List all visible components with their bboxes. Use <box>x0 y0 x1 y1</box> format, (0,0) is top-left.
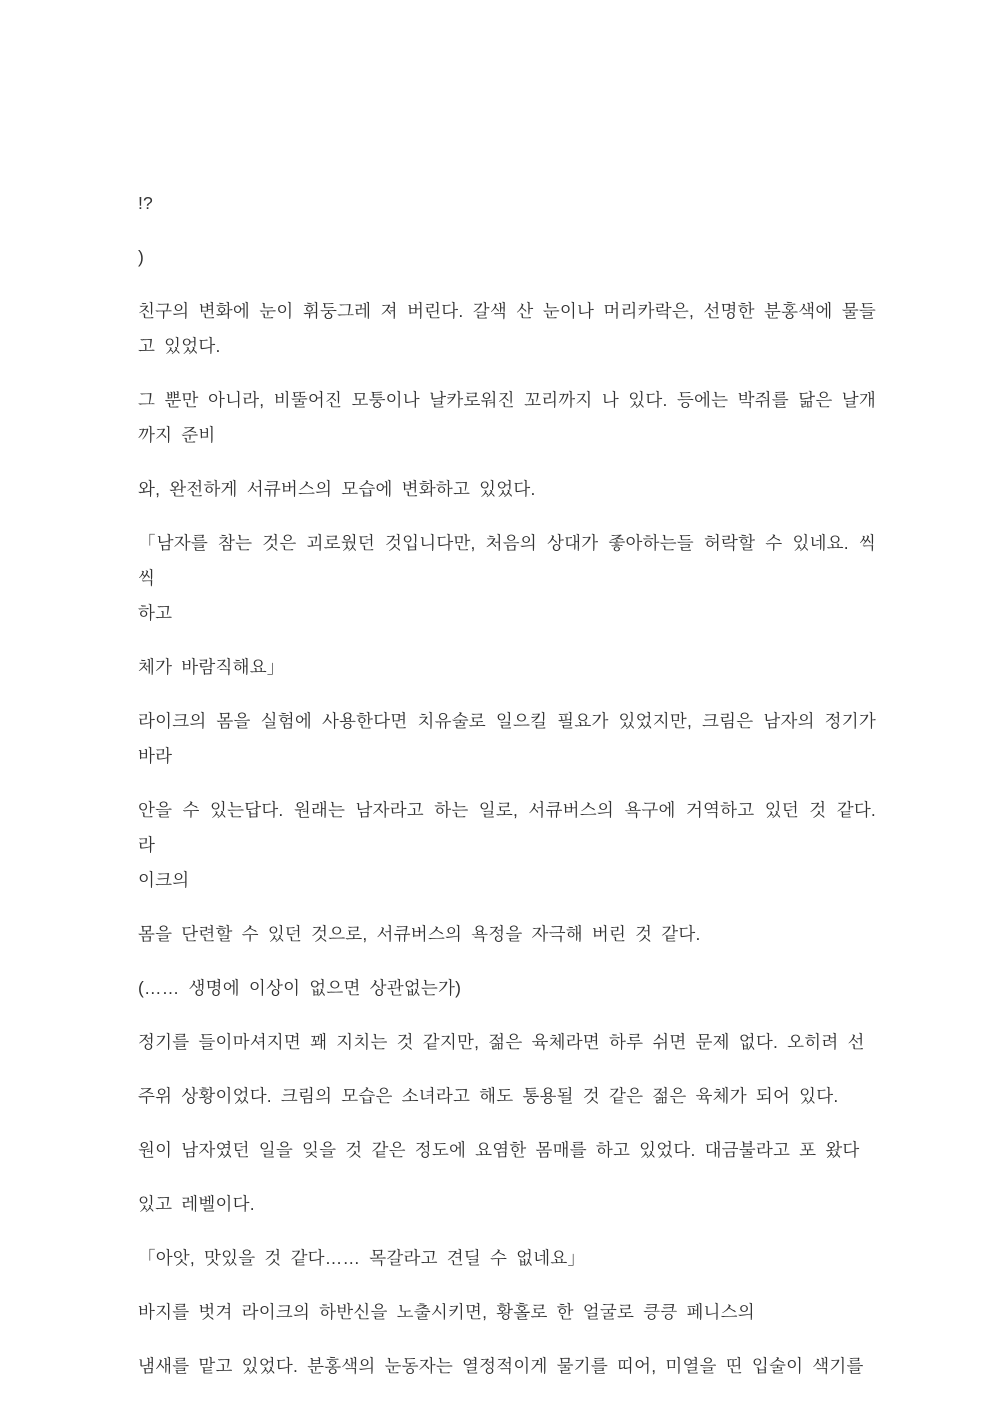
text-line: 하고 <box>138 603 173 623</box>
text-line: 원이 남자였던 일을 잊을 것 같은 정도에 요염한 몸매를 하고 있었다. 대금불라고 포 왔다 <box>138 1140 860 1160</box>
text-line: 「남자를 참는 것은 괴로웠던 것입니다만, 처음의 상대가 좋아하는들 허락할 수 있네요. 씩씩 <box>138 533 876 588</box>
text-line: 있고 레벨이다. <box>138 1194 255 1214</box>
text-line: 와, 완전하게 서큐버스의 모습에 변화하고 있었다. <box>138 479 536 499</box>
paragraph <box>138 472 876 507</box>
paragraph <box>138 650 876 685</box>
paragraph <box>138 917 876 952</box>
text-line: 정기를 들이마셔지면 꽤 지치는 것 같지만, 젊은 육체라면 하루 쉬면 문제 없다. 오히려 선 <box>138 1032 865 1052</box>
text-line: 이크의 <box>138 870 190 890</box>
text-line: !? <box>138 193 153 213</box>
paragraph <box>138 526 876 631</box>
text-line: 냄새를 맡고 있었다. 분홍색의 눈동자는 열정적이게 물기를 띠어, 미열을 띤 입술이 색기를 <box>138 1356 864 1376</box>
text-line: 라이크의 몸을 실험에 사용한다면 치유술로 일으킬 필요가 있었지만, 크림은 남자의 정기가 <box>138 711 876 731</box>
paragraph <box>138 1187 876 1222</box>
paragraph <box>138 971 876 1006</box>
text-line: 몸을 단련할 수 있던 것으로, 서큐버스의 욕정을 자극해 버린 것 같다. <box>138 924 701 944</box>
paragraph <box>138 1133 876 1168</box>
text-line: ) <box>138 247 145 267</box>
text-line: 친구의 변화에 눈이 휘둥그레 져 버린다. 갈색 산 눈이나 머리카락은, 선명한 분홍색에 물들 <box>138 301 876 321</box>
paragraph <box>138 294 876 364</box>
paragraph <box>138 793 876 898</box>
paragraph <box>138 383 876 453</box>
text-line: 까지 준비 <box>138 425 216 445</box>
text-line: 안을 수 있는답다. 원래는 남자라고 하는 일로, 서큐버스의 욕구에 거역하고 있던 것 같다. 라 <box>138 800 876 855</box>
paragraph <box>138 1295 876 1330</box>
text-line: 체가 바람직해요」 <box>138 657 285 677</box>
text-line: (…… 생명에 이상이 없으면 상관없는가) <box>138 978 462 998</box>
text-line: 바지를 벗겨 라이크의 하반신을 노출시키면, 황홀로 한 얼굴로 킁킁 페니스의 <box>138 1302 755 1322</box>
text-line: 고 있었다. <box>138 336 221 356</box>
text-line: 주위 상황이었다. 크림의 모습은 소녀라고 해도 통용될 것 같은 젊은 육체가 되어 있다. <box>138 1086 839 1106</box>
paragraph <box>138 1025 876 1060</box>
paragraph <box>138 704 876 774</box>
paragraph <box>138 240 876 275</box>
paragraph <box>138 1241 876 1276</box>
text-line: 「아앗, 맛있을 것 같다…… 목갈라고 견딜 수 없네요」 <box>138 1248 586 1268</box>
text-line: 그 뿐만 아니라, 비뚤어진 모퉁이나 날카로워진 꼬리까지 나 있다. 등에는 박쥐를 닮은 날개 <box>138 390 876 410</box>
paragraph <box>138 1079 876 1114</box>
document-body <box>138 186 876 1384</box>
paragraph <box>138 186 876 221</box>
paragraph <box>138 1349 876 1384</box>
text-line: 바라 <box>138 746 173 766</box>
